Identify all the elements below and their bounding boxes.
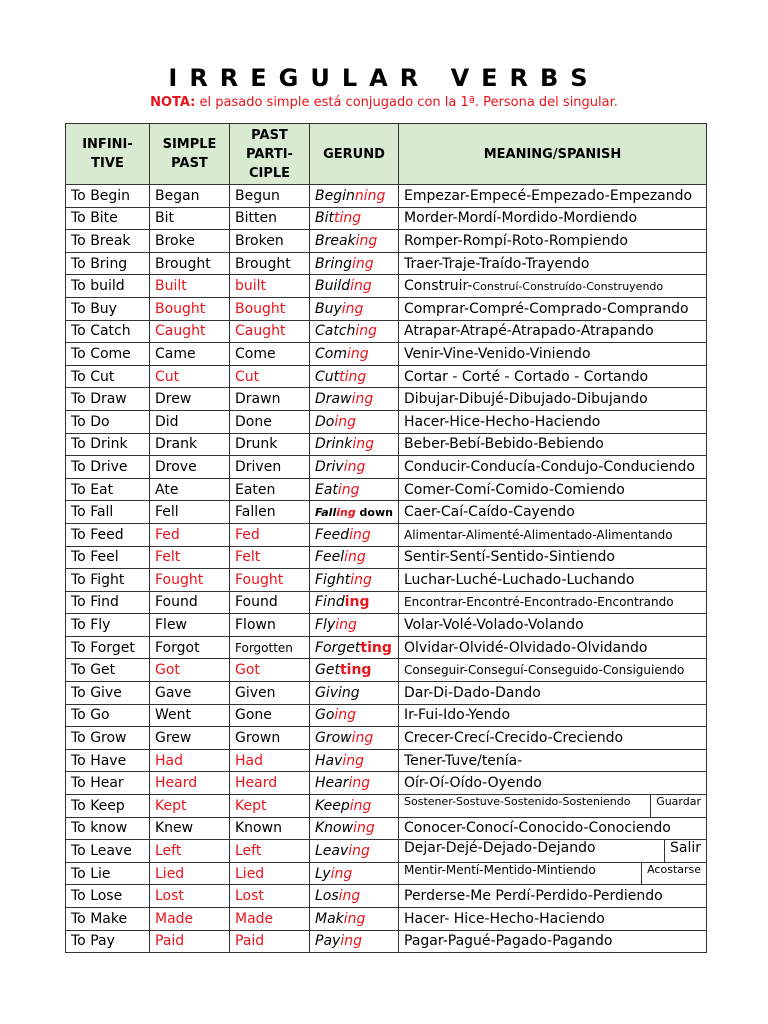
past-participle-cell: Lost (230, 885, 310, 908)
gerund-ending: ing (355, 232, 378, 249)
meaning-cell: Romper-Rompí-Roto-Rompiendo (399, 230, 707, 253)
table-row (66, 591, 707, 614)
gerund-ending: ing (348, 843, 370, 860)
gerund-cell (310, 275, 399, 298)
gerund-ending: ing (336, 505, 356, 519)
past-participle-cell: Driven (230, 456, 310, 479)
past-participle-cell: Had (230, 749, 310, 772)
meaning-cell (399, 275, 707, 298)
header-meaning: MEANING/SPANISH (399, 124, 707, 185)
infinitive-cell: To Eat (66, 478, 150, 501)
gerund-cell (310, 591, 399, 614)
gerund-ending: ing (349, 797, 372, 814)
gerund-cell (310, 230, 399, 253)
gerund-base: Giving (315, 684, 360, 701)
table-row (66, 908, 707, 931)
simple-past-cell: Paid (150, 930, 230, 953)
gerund-cell (310, 885, 399, 908)
gerund-ending: ing (343, 910, 366, 927)
table-row (66, 320, 707, 343)
gerund-ending: ing (334, 413, 357, 430)
gerund-cell (310, 343, 399, 366)
gerund-base: Find (315, 594, 345, 611)
past-participle-cell: Done (230, 410, 310, 433)
meaning-text: Construir- (404, 278, 473, 295)
gerund-ending: ing (351, 391, 374, 408)
gerund-base: Do (315, 413, 335, 430)
gerund-cell (310, 795, 399, 818)
table-row (66, 230, 707, 253)
table-row (66, 275, 707, 298)
note-label: NOTA: (150, 95, 196, 110)
meaning-cell: Comer-Comí-Comido-Comiendo (399, 478, 707, 501)
simple-past-cell: Lost (150, 885, 230, 908)
meaning-text: Sostener-Sostuve-Sostenido-Sosteniendo (404, 795, 631, 809)
simple-past-cell: Bit (150, 207, 230, 230)
meaning-text: Mentir-Mentí-Mentido-Mintiendo (404, 862, 596, 877)
meaning-cell: Comprar-Compré-Comprado-Comprando (399, 297, 707, 320)
past-participle-cell: Fallen (230, 501, 310, 524)
gerund-ending: ing (352, 255, 374, 272)
table-row (66, 885, 707, 908)
infinitive-cell: To Bite (66, 207, 150, 230)
table-row (66, 749, 707, 772)
table-row (66, 636, 707, 659)
past-participle-cell: Paid (230, 930, 310, 953)
gerund-ending: ing (353, 820, 375, 837)
past-participle-cell: Come (230, 343, 310, 366)
gerund-cell (310, 297, 399, 320)
past-participle-cell: Found (230, 591, 310, 614)
gerund-ending: ing (349, 526, 371, 543)
past-participle-cell: Fought (230, 569, 310, 592)
meaning-cell (399, 840, 707, 863)
meaning-cell (399, 862, 707, 885)
infinitive-cell: To Drive (66, 456, 150, 479)
table-row (66, 523, 707, 546)
meaning-text: Dejar-Dejé-Dejado-Dejando (404, 840, 596, 857)
note-text: el pasado simple está conjugado con la 1ª. Persona del singular. (195, 95, 618, 110)
table-row (66, 252, 707, 275)
table-row (66, 817, 707, 840)
past-participle-cell: built (230, 275, 310, 298)
infinitive-cell: To Catch (66, 320, 150, 343)
simple-past-cell: Heard (150, 772, 230, 795)
gerund-base: Bring (315, 255, 353, 272)
gerund-base: Catch (315, 323, 356, 340)
past-participle-cell: Forgotten (230, 636, 310, 659)
infinitive-cell: To Hear (66, 772, 150, 795)
gerund-base: Pay (315, 933, 341, 950)
gerund-ending: ing (340, 933, 362, 950)
infinitive-cell: To Feed (66, 523, 150, 546)
meaning-cell: Alimentar-Alimenté-Alimentado-Alimentando (399, 523, 707, 546)
simple-past-cell: Made (150, 908, 230, 931)
gerund-cell (310, 749, 399, 772)
meaning-cell: Conseguir-Conseguí-Conseguido-Consiguiendo (399, 659, 707, 682)
simple-past-cell: Knew (150, 817, 230, 840)
gerund-ending: ing (334, 707, 357, 724)
gerund-ending: ting (339, 662, 372, 679)
gerund-cell (310, 410, 399, 433)
gerund-cell (310, 478, 399, 501)
gerund-base: Feed (315, 526, 350, 543)
meaning-cell: Hacer- Hice-Hecho-Haciendo (399, 908, 707, 931)
gerund-base: Build (315, 278, 351, 295)
table-row (66, 456, 707, 479)
simple-past-cell: Felt (150, 546, 230, 569)
gerund-ending: ing (343, 458, 366, 475)
simple-past-cell: Drove (150, 456, 230, 479)
gerund-base: Com (315, 345, 347, 362)
gerund-cell (310, 930, 399, 953)
past-participle-cell: Bitten (230, 207, 310, 230)
gerund-base: Eat (315, 481, 338, 498)
gerund-base: Draw (315, 391, 352, 408)
past-participle-cell: Caught (230, 320, 310, 343)
gerund-base: Fall (315, 505, 337, 519)
note (0, 95, 768, 110)
gerund-ending: ning (354, 187, 386, 204)
table-row (66, 840, 707, 863)
infinitive-cell: To Fly (66, 614, 150, 637)
meaning-cell: Dar-Di-Dado-Dando (399, 682, 707, 705)
gerund-cell (310, 704, 399, 727)
gerund-base: Forget (315, 639, 361, 656)
gerund-base: Get (315, 662, 340, 679)
simple-past-cell: Came (150, 343, 230, 366)
simple-past-cell: Had (150, 749, 230, 772)
simple-past-cell: Fought (150, 569, 230, 592)
meaning-alt: Salir (664, 840, 706, 862)
infinitive-cell: To Fight (66, 569, 150, 592)
past-participle-cell: Flown (230, 614, 310, 637)
meaning-cell: Cortar - Corté - Cortado - Cortando (399, 365, 707, 388)
simple-past-cell: Bought (150, 297, 230, 320)
table-row (66, 659, 707, 682)
simple-past-cell: Left (150, 840, 230, 863)
table-row (66, 410, 707, 433)
gerund-ending: ing (350, 571, 372, 588)
gerund-cell (310, 772, 399, 795)
table-row (66, 297, 707, 320)
gerund-base: Grow (315, 730, 352, 747)
gerund-base: Buy (315, 300, 342, 317)
gerund-cell (310, 546, 399, 569)
table-header-row (66, 124, 707, 185)
simple-past-cell: Ate (150, 478, 230, 501)
gerund-cell (310, 659, 399, 682)
gerund-cell (310, 614, 399, 637)
gerund-ending: ing (341, 300, 364, 317)
past-participle-cell: Grown (230, 727, 310, 750)
table-row (66, 704, 707, 727)
gerund-ending: ing (348, 775, 371, 792)
infinitive-cell: To Cut (66, 365, 150, 388)
meaning-cell: Luchar-Luché-Luchado-Luchando (399, 569, 707, 592)
infinitive-cell: To build (66, 275, 150, 298)
table-row (66, 569, 707, 592)
meaning-cell: Tener-Tuve/tenía- (399, 749, 707, 772)
infinitive-cell: To Lie (66, 862, 150, 885)
infinitive-cell: To Keep (66, 795, 150, 818)
past-participle-cell: Fed (230, 523, 310, 546)
header-past-participle: PAST PARTI- CIPLE (230, 124, 310, 185)
simple-past-cell: Kept (150, 795, 230, 818)
gerund-ending: ing (355, 323, 378, 340)
simple-past-cell: Flew (150, 614, 230, 637)
meaning-cell: Dibujar-Dibujé-Dibujado-Dibujando (399, 388, 707, 411)
gerund-base: Begin (315, 187, 355, 204)
gerund-ending: ing (344, 594, 370, 611)
table-row (66, 365, 707, 388)
meaning-cell (399, 795, 707, 818)
simple-past-cell: Lied (150, 862, 230, 885)
gerund-cell (310, 433, 399, 456)
infinitive-cell: To Grow (66, 727, 150, 750)
gerund-base: Cut (315, 368, 340, 385)
past-participle-cell: Left (230, 840, 310, 863)
gerund-base: Los (315, 888, 339, 905)
gerund-base: Leav (315, 843, 349, 860)
gerund-base: Hear (315, 775, 349, 792)
gerund-cell (310, 727, 399, 750)
infinitive-cell: To Break (66, 230, 150, 253)
infinitive-cell: To Drink (66, 433, 150, 456)
meaning-cell: Morder-Mordí-Mordido-Mordiendo (399, 207, 707, 230)
meaning-cell: Empezar-Empecé-Empezado-Empezando (399, 185, 707, 208)
gerund-cell (310, 252, 399, 275)
simple-past-cell: Brought (150, 252, 230, 275)
gerund-base: Bit (315, 210, 334, 227)
infinitive-cell: To Bring (66, 252, 150, 275)
infinitive-cell: To Give (66, 682, 150, 705)
infinitive-cell: To Begin (66, 185, 150, 208)
gerund-ending: ing (350, 278, 372, 295)
table-row (66, 388, 707, 411)
infinitive-cell: To Pay (66, 930, 150, 953)
past-participle-cell: Brought (230, 252, 310, 275)
simple-past-cell: Grew (150, 727, 230, 750)
gerund-cell (310, 862, 399, 885)
infinitive-cell: To Leave (66, 840, 150, 863)
gerund-cell (310, 636, 399, 659)
past-participle-cell: Known (230, 817, 310, 840)
table-row (66, 614, 707, 637)
gerund-tail: down (355, 505, 393, 519)
meaning-cell: Oír-Oí-Oído-Oyendo (399, 772, 707, 795)
simple-past-cell: Found (150, 591, 230, 614)
header-infinitive: INFINI- TIVE (66, 124, 150, 185)
simple-past-cell: Drank (150, 433, 230, 456)
meaning-alt: Guardar (650, 795, 706, 817)
gerund-ending: ting (339, 368, 367, 385)
page-title: IRREGULAR VERBS (168, 64, 600, 92)
past-participle-cell: Broken (230, 230, 310, 253)
table-row (66, 682, 707, 705)
gerund-cell (310, 817, 399, 840)
gerund-cell (310, 569, 399, 592)
gerund-ending: ing (342, 752, 365, 769)
gerund-ending: ting (333, 210, 362, 227)
gerund-base: Break (315, 232, 356, 249)
meaning-cell: Encontrar-Encontré-Encontrado-Encontrando (399, 591, 707, 614)
table-row (66, 795, 707, 818)
table-row (66, 501, 707, 524)
meaning-cell: Crecer-Crecí-Crecido-Creciendo (399, 727, 707, 750)
gerund-ending: ing (352, 436, 375, 453)
meaning-text-small: Construí-Construído-Construyendo (472, 280, 664, 294)
table-row (66, 727, 707, 750)
table-row (66, 930, 707, 953)
gerund-base: Ly (315, 865, 331, 882)
gerund-cell (310, 501, 399, 524)
table-row (66, 772, 707, 795)
infinitive-cell: To Find (66, 591, 150, 614)
simple-past-cell: Broke (150, 230, 230, 253)
gerund-ending: ting (360, 639, 392, 656)
simple-past-cell: Drew (150, 388, 230, 411)
simple-past-cell: Fell (150, 501, 230, 524)
past-participle-cell: Drunk (230, 433, 310, 456)
simple-past-cell: Gave (150, 682, 230, 705)
gerund-cell (310, 320, 399, 343)
gerund-cell (310, 523, 399, 546)
infinitive-cell: To Buy (66, 297, 150, 320)
gerund-ending: ing (351, 730, 374, 747)
verbs-table (65, 123, 707, 953)
gerund-ending: ing (337, 481, 360, 498)
gerund-base: Fly (315, 617, 336, 634)
simple-past-cell: Caught (150, 320, 230, 343)
past-participle-cell: Felt (230, 546, 310, 569)
past-participle-cell: Heard (230, 772, 310, 795)
gerund-ending: ing (346, 345, 369, 362)
gerund-base: Feel (315, 549, 345, 566)
gerund-ending: ing (344, 549, 366, 566)
infinitive-cell: To Fall (66, 501, 150, 524)
meaning-cell: Perderse-Me Perdí-Perdido-Perdiendo (399, 885, 707, 908)
gerund-base: Hav (315, 752, 343, 769)
gerund-ending: ing (330, 865, 353, 882)
simple-past-cell: Began (150, 185, 230, 208)
meaning-cell: Sentir-Sentí-Sentido-Sintiendo (399, 546, 707, 569)
meaning-cell: Ir-Fui-Ido-Yendo (399, 704, 707, 727)
gerund-base: Drink (315, 436, 353, 453)
gerund-cell (310, 456, 399, 479)
gerund-ending: ing (335, 617, 357, 634)
gerund-ending: ing (338, 888, 361, 905)
header-simple-past: SIMPLE PAST (150, 124, 230, 185)
past-participle-cell: Made (230, 908, 310, 931)
table-row (66, 433, 707, 456)
infinitive-cell: To Draw (66, 388, 150, 411)
table-row (66, 207, 707, 230)
table-row (66, 478, 707, 501)
simple-past-cell: Fed (150, 523, 230, 546)
past-participle-cell: Lied (230, 862, 310, 885)
past-participle-cell: Eaten (230, 478, 310, 501)
simple-past-cell: Cut (150, 365, 230, 388)
meaning-cell: Venir-Vine-Venido-Viniendo (399, 343, 707, 366)
header-gerund: GERUND (310, 124, 399, 185)
gerund-base: Know (315, 820, 354, 837)
meaning-cell: Traer-Traje-Traído-Trayendo (399, 252, 707, 275)
meaning-cell: Olvidar-Olvidé-Olvidado-Olvidando (399, 636, 707, 659)
table-row (66, 546, 707, 569)
meaning-cell: Pagar-Pagué-Pagado-Pagando (399, 930, 707, 953)
meaning-cell: Caer-Caí-Caído-Cayendo (399, 501, 707, 524)
past-participle-cell: Given (230, 682, 310, 705)
past-participle-cell: Bought (230, 297, 310, 320)
infinitive-cell: To Go (66, 704, 150, 727)
infinitive-cell: To Lose (66, 885, 150, 908)
infinitive-cell: To know (66, 817, 150, 840)
meaning-cell: Beber-Bebí-Bebido-Bebiendo (399, 433, 707, 456)
gerund-base: Driv (315, 458, 344, 475)
past-participle-cell: Cut (230, 365, 310, 388)
gerund-base: Go (315, 707, 335, 724)
table-row (66, 343, 707, 366)
simple-past-cell: Built (150, 275, 230, 298)
gerund-base: Fight (315, 571, 351, 588)
past-participle-cell: Drawn (230, 388, 310, 411)
past-participle-cell: Gone (230, 704, 310, 727)
simple-past-cell: Went (150, 704, 230, 727)
simple-past-cell: Did (150, 410, 230, 433)
infinitive-cell: To Do (66, 410, 150, 433)
past-participle-cell: Kept (230, 795, 310, 818)
infinitive-cell: To Come (66, 343, 150, 366)
past-participle-cell: Begun (230, 185, 310, 208)
gerund-cell (310, 388, 399, 411)
gerund-cell (310, 185, 399, 208)
gerund-cell (310, 365, 399, 388)
table-row (66, 185, 707, 208)
gerund-cell (310, 840, 399, 863)
gerund-base: Mak (315, 910, 344, 927)
simple-past-cell: Forgot (150, 636, 230, 659)
gerund-cell (310, 207, 399, 230)
infinitive-cell: To Get (66, 659, 150, 682)
meaning-cell: Hacer-Hice-Hecho-Haciendo (399, 410, 707, 433)
meaning-cell: Volar-Volé-Volado-Volando (399, 614, 707, 637)
gerund-cell (310, 682, 399, 705)
meaning-cell: Atrapar-Atrapé-Atrapado-Atrapando (399, 320, 707, 343)
meaning-cell: Conducir-Conducía-Condujo-Conduciendo (399, 456, 707, 479)
infinitive-cell: To Forget (66, 636, 150, 659)
past-participle-cell: Got (230, 659, 310, 682)
gerund-base: Keep (315, 797, 350, 814)
infinitive-cell: To Have (66, 749, 150, 772)
infinitive-cell: To Feel (66, 546, 150, 569)
gerund-cell (310, 908, 399, 931)
table-row (66, 862, 707, 885)
infinitive-cell: To Make (66, 908, 150, 931)
meaning-alt: Acostarse (641, 863, 706, 885)
meaning-cell: Conocer-Conocí-Conocido-Conociendo (399, 817, 707, 840)
simple-past-cell: Got (150, 659, 230, 682)
